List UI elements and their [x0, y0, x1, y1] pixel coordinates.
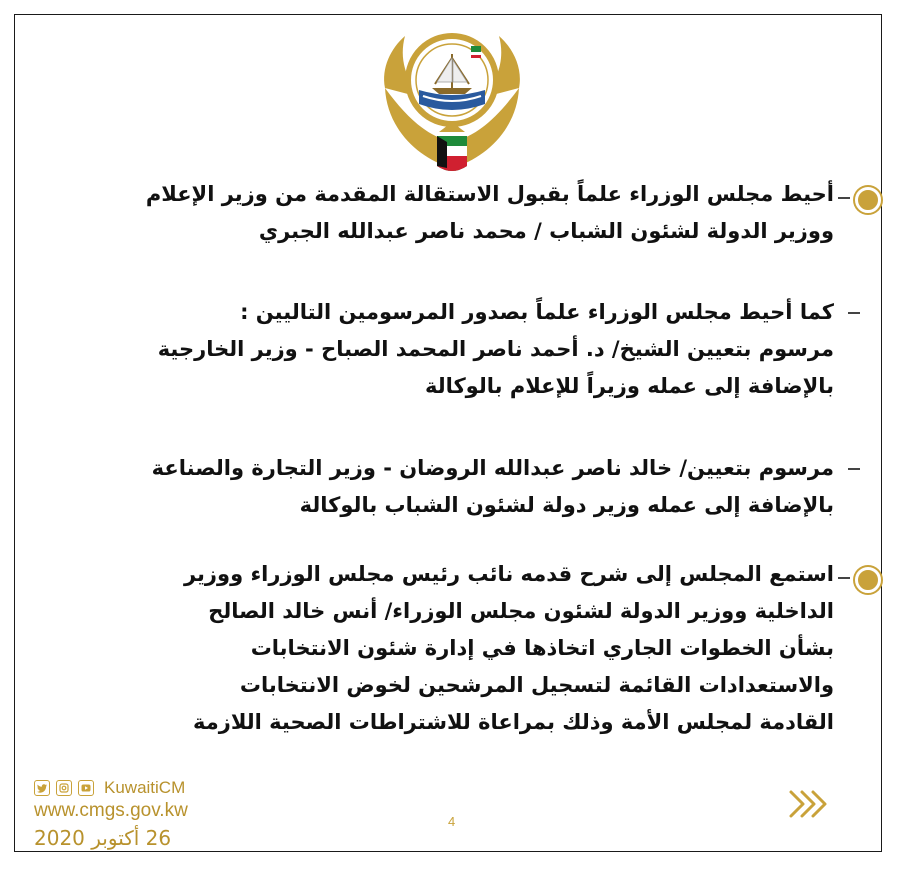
- circle-bullet-icon: [855, 567, 881, 593]
- text-line: القادمة لمجلس الأمة وذلك بمراعاة للاشتراطات الصحية اللازمة: [193, 710, 834, 734]
- text-line: مرسوم بتعيين/ خالد ناصر عبدالله الروضان - وزير التجارة والصناعة: [151, 456, 834, 480]
- twitter-icon[interactable]: [34, 780, 50, 796]
- text-line: استمع المجلس إلى شرح قدمه نائب رئيس مجلس الوزراء ووزير: [183, 562, 834, 586]
- paragraph-resignation: [22, 176, 834, 250]
- page-number: 4: [448, 814, 456, 829]
- text-line: كما أحيط مجلس الوزراء علماً بصدور المرسومين التاليين :: [240, 300, 834, 324]
- circle-bullet-icon: [855, 187, 881, 213]
- website-link[interactable]: www.cmgs.gov.kw: [34, 800, 188, 821]
- text-line: الداخلية ووزير الدولة لشئون مجلس الوزراء/ أنس خالد الصالح: [208, 599, 834, 623]
- social-handle[interactable]: KuwaitiCM: [104, 778, 186, 797]
- paragraph-decrees: [22, 294, 834, 405]
- kuwait-cabinet-emblem: [377, 18, 527, 178]
- text-line: بالإضافة إلى عمله وزير دولة لشئون الشباب بالوكالة: [299, 493, 834, 517]
- next-arrow-icon[interactable]: [788, 788, 830, 820]
- text-line: والاستعدادات القائمة لتسجيل المرشحين لخوض الانتخابات: [239, 673, 834, 697]
- dash-bullet-icon: [838, 577, 850, 579]
- text-line: أحيط مجلس الوزراء علماً بقبول الاستقالة المقدمة من وزير الإعلام: [145, 182, 834, 206]
- youtube-icon[interactable]: [78, 780, 94, 796]
- paragraph-elections: [22, 556, 834, 741]
- dash-bullet-icon: [848, 468, 860, 470]
- text-line: بالإضافة إلى عمله وزيراً للإعلام بالوكالة: [424, 374, 834, 398]
- dash-bullet-icon: [838, 197, 850, 199]
- date-label: 26 أكتوبر 2020: [34, 826, 172, 850]
- instagram-icon[interactable]: [56, 780, 72, 796]
- text-line: ووزير الدولة لشئون الشباب / محمد ناصر عبدالله الجبري: [258, 219, 834, 243]
- dash-bullet-icon: [848, 312, 860, 314]
- paragraph-decree-commerce: [22, 450, 834, 524]
- social-links: [34, 778, 185, 798]
- text-line: بشأن الخطوات الجاري اتخاذها في إدارة شئون الانتخابات: [250, 636, 834, 660]
- text-line: مرسوم بتعيين الشيخ/ د. أحمد ناصر المحمد الصباح - وزير الخارجية: [157, 337, 834, 361]
